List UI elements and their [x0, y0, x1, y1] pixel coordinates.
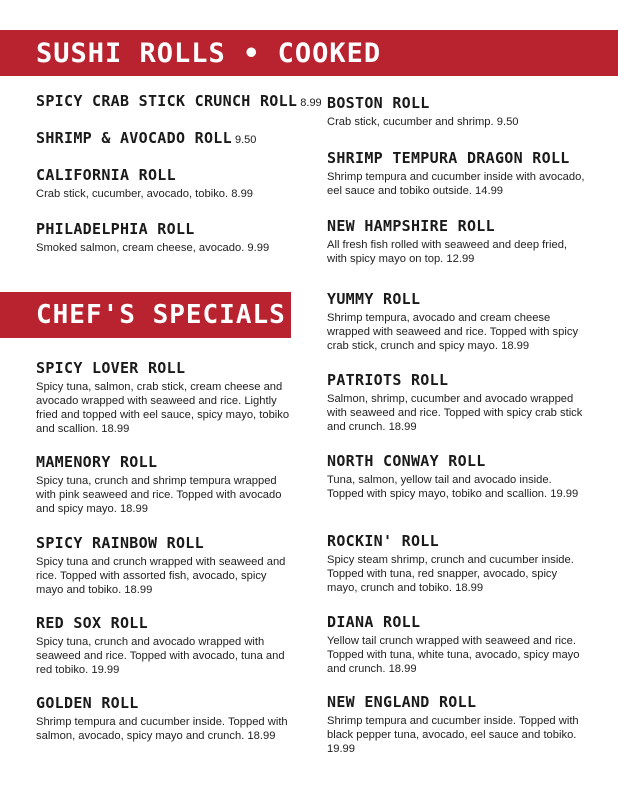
section-banner-chefs-specials: CHEF'S SPECIALS [0, 292, 291, 338]
menu-item-description: All fresh fish rolled with seaweed and deep fried, with spicy mayo on top. 12.99 [327, 239, 568, 265]
menu-item-name: BOSTON ROLL [327, 94, 430, 112]
menu-item-name: PATRIOTS ROLL [327, 371, 449, 389]
menu-item-name: ROCKIN' ROLL [327, 532, 439, 550]
menu-item-price: 8.99 [300, 97, 322, 109]
menu-item-description: Spicy steam shrimp, crunch and cucumber inside. Topped with tuna, red snapper, avocado, spicy mayo, crunch and tobiko. 18.99 [327, 554, 574, 594]
menu-item [36, 614, 290, 677]
menu-item-name: SHRIMP & AVOCADO ROLL 9.50 [36, 129, 257, 147]
menu-item-description: Spicy tuna and crunch wrapped with seaweed and rice. Topped with assorted fish, avocado, spicy mayo and tobiko. 18.99 [36, 556, 286, 596]
menu-item [327, 217, 589, 266]
menu-item [36, 359, 290, 436]
menu-item [327, 452, 589, 501]
menu-item [36, 453, 290, 516]
menu-item [36, 92, 322, 113]
menu-item-name: MAMENORY ROLL [36, 453, 158, 471]
menu-item [327, 149, 589, 198]
menu-item-description: Crab stick, cucumber, avocado, tobiko. 8.99 [36, 188, 254, 200]
menu-item-description: Shrimp tempura and cucumber inside. Topped with salmon, avocado, spicy mayo and crunch. 18.99 [36, 716, 288, 742]
menu-item-description: Spicy tuna, salmon, crab stick, cream cheese and avocado wrapped with seaweed and rice. Lightly fried and topped with eel sauce, spicy mayo, tobiko and scallion. 18.99 [36, 381, 290, 435]
menu-item-description: Salmon, shrimp, cucumber and avocado wrapped with seaweed and rice. Topped with spicy crab stick and crunch. 18.99 [327, 393, 583, 433]
menu-item-name: GOLDEN ROLL [36, 694, 139, 712]
menu-item-name: PHILADELPHIA ROLL [36, 220, 195, 238]
menu-item [327, 693, 589, 756]
menu-item-description: Tuna, salmon, yellow tail and avocado inside. Topped with spicy mayo, tobiko and scallion. 19.99 [327, 474, 579, 500]
menu-item-name: YUMMY ROLL [327, 290, 421, 308]
menu-item-description: Spicy tuna, crunch and shrimp tempura wrapped with pink seaweed and rice. Topped with avocado and spicy mayo. 18.99 [36, 475, 282, 515]
menu-item-price: 9.50 [234, 134, 257, 146]
menu-item-name: NORTH CONWAY ROLL [327, 452, 486, 470]
menu-item-description: Smoked salmon, cream cheese, avocado. 9.99 [36, 242, 270, 254]
menu-item-name: CALIFORNIA ROLL [36, 166, 176, 184]
menu-item [36, 694, 290, 743]
menu-item [327, 290, 589, 353]
menu-item-name: RED SOX ROLL [36, 614, 148, 632]
menu-item [327, 94, 589, 129]
menu-item-description: Shrimp tempura, avocado and cream cheese wrapped with seaweed and rice. Topped with spicy crab stick, crunch and spicy mayo. 18.99 [327, 312, 579, 352]
menu-item-name: SHRIMP TEMPURA DRAGON ROLL [327, 149, 570, 167]
menu-item [327, 371, 589, 434]
menu-item-description: Yellow tail crunch wrapped with seaweed and rice. Topped with tuna, white tuna, avocado, spicy mayo and crunch. 18.99 [327, 635, 580, 675]
menu-item-description: Shrimp tempura and cucumber inside. Topped with black pepper tuna, avocado, eel sauce and tobiko. 19.99 [327, 715, 579, 755]
menu-item [36, 534, 290, 597]
section-banner-sushi-rolls-cooked: SUSHI ROLLS • COOKED [0, 30, 618, 76]
menu-item [327, 532, 589, 595]
menu-item [327, 613, 589, 676]
menu-item-name: SPICY RAINBOW ROLL [36, 534, 204, 552]
menu-item-name: SPICY CRAB STICK CRUNCH ROLL 8.99 [36, 92, 322, 110]
menu-item-name: DIANA ROLL [327, 613, 421, 631]
menu-item-description: Spicy tuna, crunch and avocado wrapped with seaweed and rice. Topped with avocado, tuna and red tobiko. 19.99 [36, 636, 285, 676]
menu-item [36, 220, 290, 255]
menu-item-description: Crab stick, cucumber and shrimp. 9.50 [327, 116, 519, 128]
menu-item [36, 129, 290, 150]
menu-item-name: NEW ENGLAND ROLL [327, 693, 477, 711]
menu-item-name: NEW HAMPSHIRE ROLL [327, 217, 495, 235]
menu-item [36, 166, 290, 201]
menu-item-name: SPICY LOVER ROLL [36, 359, 186, 377]
menu-item-description: Shrimp tempura and cucumber inside with avocado, eel sauce and tobiko outside. 14.99 [327, 171, 585, 197]
